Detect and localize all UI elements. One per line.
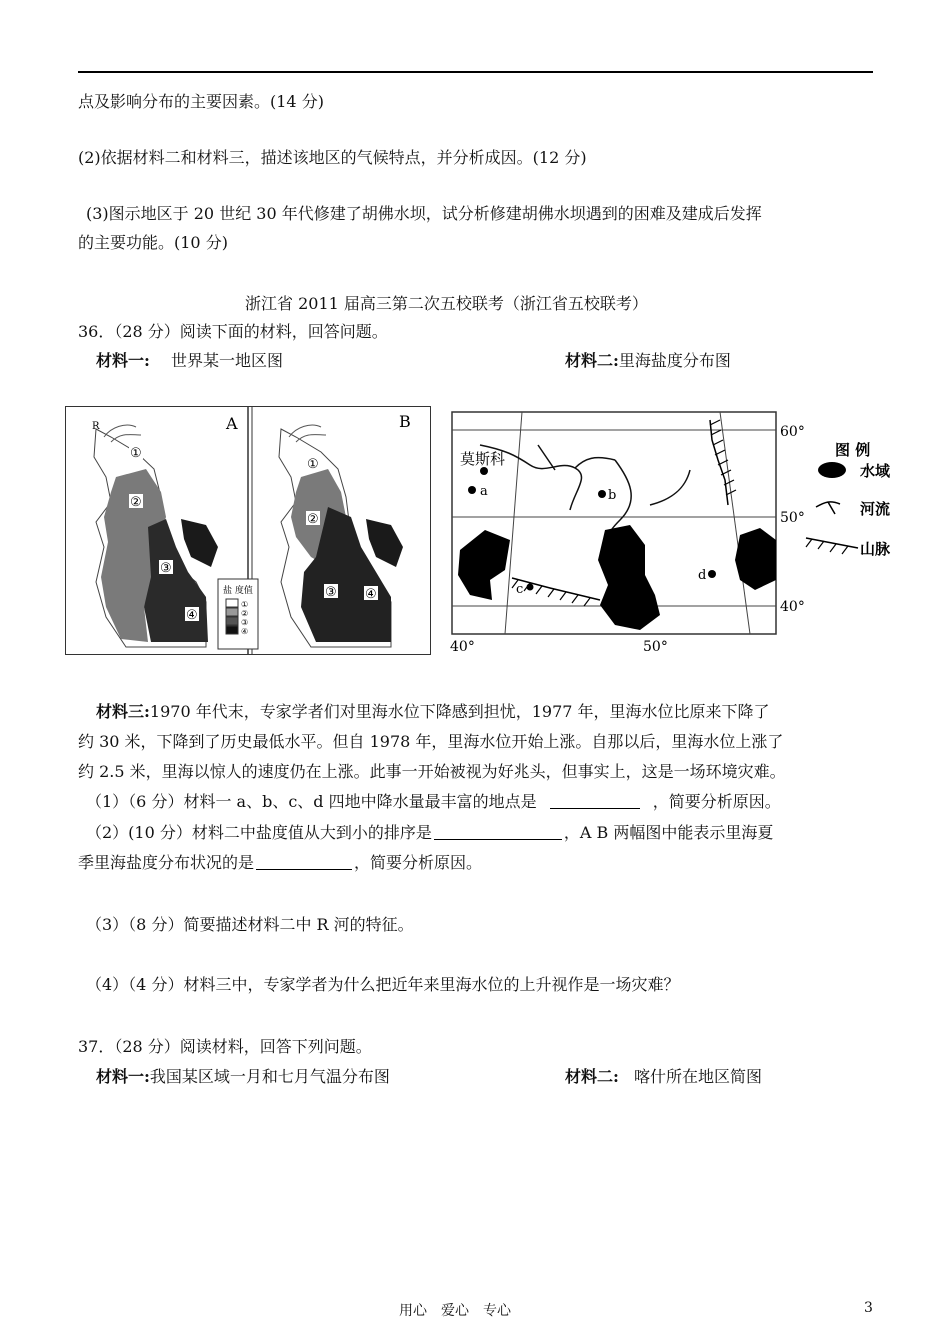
- q36-sub2-line2: [78, 853, 482, 873]
- legend-title: 图 例: [835, 441, 871, 459]
- material1-title: 世界某一地区图: [171, 351, 284, 370]
- lon-40: 40°: [450, 639, 475, 655]
- legend-title-salinity: 盐 度值: [223, 586, 253, 596]
- sub1-text-b: ，简要分析原因。: [652, 792, 781, 811]
- point-d: d: [698, 568, 707, 583]
- legend-item-2: ②: [241, 609, 249, 618]
- zone-2-a: ②: [130, 495, 142, 510]
- source-title: 浙江省 2011 届高三第二次五校联考（浙江省五校联考）: [245, 294, 648, 313]
- sub2-order-blank[interactable]: [434, 823, 562, 840]
- lat-60: 60°: [780, 424, 805, 440]
- material3-line2: 约 30 米，下降到了历史最低水平。但自 1978 年，里海水位开始上涨。自那以后，里海水位上涨了: [78, 732, 784, 751]
- city-moscow: 莫斯科: [460, 450, 506, 468]
- page-number: 3: [864, 1300, 873, 1316]
- panel-a: [92, 414, 258, 649]
- zone-3-a: ③: [160, 561, 172, 576]
- legend-water: 水域: [860, 462, 891, 480]
- q37-material2-caption: [565, 1067, 762, 1087]
- sub2-text-a: （2）(10 分）材料二中盐度值从大到小的排序是: [86, 823, 432, 842]
- lon-50: 50°: [643, 639, 668, 655]
- header-rule: [78, 71, 873, 73]
- lat-50: 50°: [780, 510, 805, 526]
- sub2-text-b: ，A B 两幅图中能表示里海夏: [563, 823, 774, 842]
- q37-material2-label: 材料二:: [565, 1067, 619, 1086]
- q36-sub4: （4）（4 分）材料三中，专家学者为什么把近年来里海水位的上升视作是一场灾难？: [86, 975, 680, 994]
- point-b: b: [608, 488, 617, 503]
- point-a: a: [480, 484, 488, 499]
- point-c: c: [516, 582, 524, 597]
- region-map-graphic: [450, 410, 910, 655]
- q37-stem: 37．（28 分）阅读材料，回答下列问题。: [78, 1037, 372, 1056]
- q37-material1-caption: [96, 1067, 390, 1087]
- material2-title: 里海盐度分布图: [618, 351, 731, 370]
- material3-line3: 约 2.5 米，里海以惊人的速度仍在上涨。此事一开始被视为好兆头，但事实上，这是一场环境灾难。: [78, 762, 786, 781]
- panel-a-label: A: [226, 414, 238, 433]
- q37-material2-title: 喀什所在地区简图: [634, 1067, 763, 1086]
- zone-4-b: ④: [365, 587, 377, 602]
- panel-b-label: B: [399, 412, 411, 431]
- region-map: [450, 410, 910, 655]
- material2-label: 材料二:: [565, 351, 619, 370]
- prev-q3-line2: 的主要功能。(10 分): [78, 233, 228, 252]
- prev-q1-continuation: 点及影响分布的主要因素。(14 分): [78, 92, 324, 111]
- sub2-map-blank[interactable]: [256, 853, 352, 870]
- prev-q3-line1: (3)图示地区于 20 世纪 30 年代修建了胡佛水坝，试分析修建胡佛水坝遇到的困难及建成后发挥: [86, 204, 762, 223]
- q37-material1-title: 我国某区域一月和七月气温分布图: [149, 1067, 390, 1086]
- panel-b: [279, 412, 411, 647]
- zone-2-b: ②: [307, 512, 319, 527]
- legend-item-1: ①: [241, 600, 249, 609]
- lat-40: 40°: [780, 599, 805, 615]
- material3-text1: 1970 年代末，专家学者们对里海水位下降感到担忧，1977 年，里海水位比原来下降了: [149, 702, 770, 721]
- zone-4-a: ④: [186, 608, 198, 623]
- material3-label: 材料三:: [96, 702, 150, 721]
- legend-river: 河流: [860, 500, 891, 518]
- q36-sub1: [86, 792, 781, 812]
- prev-q2: (2)依据材料二和材料三，描述该地区的气候特点，并分析成因。(12 分): [78, 148, 587, 167]
- q36-sub2-line1: [86, 823, 773, 843]
- material3-line1: [96, 702, 770, 722]
- zone-3-b: ③: [325, 585, 337, 600]
- footer-motto: 用心 爱心 专心: [399, 1303, 511, 1319]
- region-legend: [806, 441, 891, 558]
- q37-material1-label: 材料一:: [96, 1067, 150, 1086]
- legend-item-4: ④: [241, 627, 249, 636]
- zone-1-b: ①: [307, 457, 319, 472]
- legend-item-3: ③: [241, 618, 249, 627]
- q36-material1-caption: [96, 351, 283, 371]
- legend-mountain: 山脉: [860, 540, 891, 558]
- river-label-a: R: [92, 421, 100, 432]
- sub2-text-d: ，简要分析原因。: [354, 853, 483, 872]
- sub2-text-c: 季里海盐度分布状况的是: [78, 853, 255, 872]
- sub1-answer-blank[interactable]: [550, 792, 640, 809]
- q36-stem: 36．（28 分）阅读下面的材料，回答问题。: [78, 322, 388, 341]
- zone-1-a: ①: [130, 446, 142, 461]
- caspian-salinity-map: [65, 406, 431, 655]
- q36-material2-caption: [565, 351, 731, 371]
- salinity-map-graphic: [66, 407, 430, 654]
- q36-sub3: （3）（8 分）简要描述材料二中 R 河的特征。: [86, 915, 414, 934]
- salinity-legend: [218, 579, 258, 649]
- material1-label: 材料一:: [96, 351, 150, 370]
- sub1-text-a: （1）（6 分）材料一 a、b、c、d 四地中降水量最丰富的地点是: [86, 792, 537, 811]
